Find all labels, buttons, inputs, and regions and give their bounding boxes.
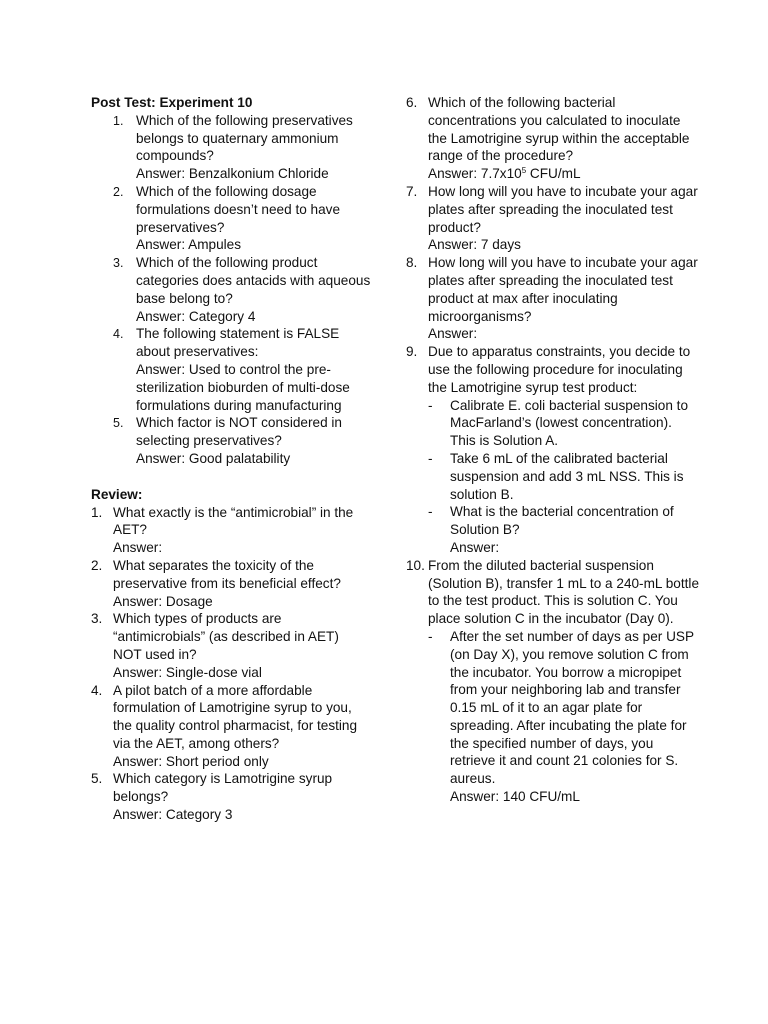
question-text: Which types of products are “antimicrobials” (as described in AET) NOT used in? <box>113 611 339 662</box>
review-item <box>91 770 371 823</box>
item-number: 3. <box>113 256 124 271</box>
item-number: 6. <box>406 95 418 110</box>
answer-text: Answer: $7.7x10^5$ CFU/mL <box>428 166 581 182</box>
sub-item-text: Take 6 mL of the calibrated bacterial suspension and add 3 mL NSS. This is solution B. <box>450 450 684 502</box>
dash-bullet: - <box>428 504 433 520</box>
review-item <box>406 183 701 254</box>
item-number: 4. <box>113 327 124 342</box>
sub-item <box>428 628 701 806</box>
sub-item-text: After the set number of days as per USP (on Day X), you remove solution C from the incubator. You borrow a micropipet from your neighboring lab and transfer 0.15 mL of it to an agar plate for spreading. After incubating the plate for the specified number of days, you retrieve it and count 21 colonies for S. aureus. <box>450 628 694 787</box>
item-number: 5. <box>113 416 124 431</box>
question-text: A pilot batch of a more affordable formulation of Lamotrigine syrup to you, the quality control pharmacist, for testing via the AET, among others? <box>113 682 358 751</box>
review-item <box>91 557 371 610</box>
review-item <box>91 682 371 771</box>
question-text: The following statement is FALSE about preservatives: <box>136 326 340 360</box>
dash-bullet: - <box>428 628 433 644</box>
answer-text: Answer: Single-dose vial <box>113 664 262 680</box>
question-text: Which of the following product categories does antacids with aqueous base belong to? <box>136 255 371 306</box>
post-test-item <box>91 414 371 467</box>
item-number: 10. <box>406 557 425 573</box>
item-number: 2. <box>113 184 124 199</box>
post-test-item <box>91 325 371 414</box>
sub-item <box>428 503 701 556</box>
question-text: Which of the following dosage formulations doesn’t need to have preservatives? <box>136 183 341 235</box>
question-text: Which of the following preservatives belongs to quaternary ammonium compounds? <box>136 112 353 164</box>
answer-text: Answer: Benzalkonium Chloride <box>136 166 329 182</box>
review-item <box>406 343 701 557</box>
review-item <box>406 94 701 183</box>
item-number: 9. <box>406 344 418 360</box>
answer-text: Answer: <box>113 540 163 556</box>
item-number: 8. <box>406 255 418 271</box>
review-item <box>406 254 701 343</box>
question-text: What separates the toxicity of the preservative from its beneficial effect? <box>113 557 341 591</box>
sub-item-text: What is the bacterial concentration of Solution B? <box>450 504 674 538</box>
question-text: Which of the following bacterial concentrations you calculated to inoculate the Lamotrigine syrup within the acceptable range of the procedure? <box>428 95 690 164</box>
answer-text: Answer: <box>450 539 500 555</box>
post-test-item <box>91 183 371 254</box>
answer-text: Answer: 140 CFU/mL <box>450 789 580 805</box>
post-test-title: Post Test: Experiment 10 <box>91 95 253 110</box>
item-number: 1. <box>113 113 124 128</box>
post-test-item <box>91 254 371 325</box>
left-column <box>91 94 371 824</box>
answer-text: Answer: Category 3 <box>113 807 233 823</box>
answer-text: Answer: Category 4 <box>136 308 256 324</box>
answer-text: Answer: Used to control the pre-sterilization bioburden of multi-dose formulations during manufacturing <box>136 361 350 413</box>
question-text: From the diluted bacterial suspension (Solution B), transfer 1 mL to a 240-mL bottle to the test product. This is solution C. You place solution C in the incubator (Day 0). <box>428 557 699 627</box>
review-item <box>91 504 371 557</box>
question-text: How long will you have to incubate your agar plates after spreading the inoculated test product? <box>428 183 698 235</box>
right-column <box>406 94 701 806</box>
question-text: Which category is Lamotrigine syrup belongs? <box>113 771 333 805</box>
sub-list <box>428 397 701 557</box>
sub-item <box>428 397 701 450</box>
sub-item-text: Calibrate E. coli bacterial suspension to MacFarland’s (lowest concentration). This is Solution A. <box>450 397 689 449</box>
question-text: Due to apparatus constraints, you decide to use the following procedure for inoculating the Lamotrigine syrup test product: <box>428 344 691 395</box>
item-number: 5. <box>91 771 103 787</box>
item-number: 3. <box>91 611 103 627</box>
question-text: What exactly is the “antimicrobial” in the AET? <box>113 504 354 538</box>
answer-text: Answer: <box>428 326 478 342</box>
answer-text: Answer: Ampules <box>136 237 242 253</box>
answer-text: Answer: Dosage <box>113 593 213 609</box>
sub-list <box>428 628 701 806</box>
review-title: Review: <box>91 486 143 502</box>
post-test-item <box>91 112 371 183</box>
exponent: 5 <box>521 166 527 176</box>
answer-text: Answer: 7 days <box>428 237 521 253</box>
sub-item <box>428 450 701 503</box>
post-test-list <box>91 112 371 468</box>
item-number: 4. <box>91 682 103 698</box>
dash-bullet: - <box>428 397 433 413</box>
question-text: How long will you have to incubate your agar plates after spreading the inoculated test product at max after inoculating microorganisms? <box>428 255 698 324</box>
answer-text: Answer: Short period only <box>113 753 269 769</box>
review-list-left <box>91 504 371 824</box>
answer-text: Answer: Good palatability <box>136 450 291 466</box>
item-number: 1. <box>91 504 103 520</box>
dash-bullet: - <box>428 450 433 466</box>
question-text: Which factor is NOT considered in selecting preservatives? <box>136 415 342 449</box>
item-number: 7. <box>406 183 418 199</box>
review-list-right <box>406 94 701 806</box>
item-number: 2. <box>91 557 103 573</box>
review-item <box>91 610 371 681</box>
review-item <box>406 557 701 806</box>
